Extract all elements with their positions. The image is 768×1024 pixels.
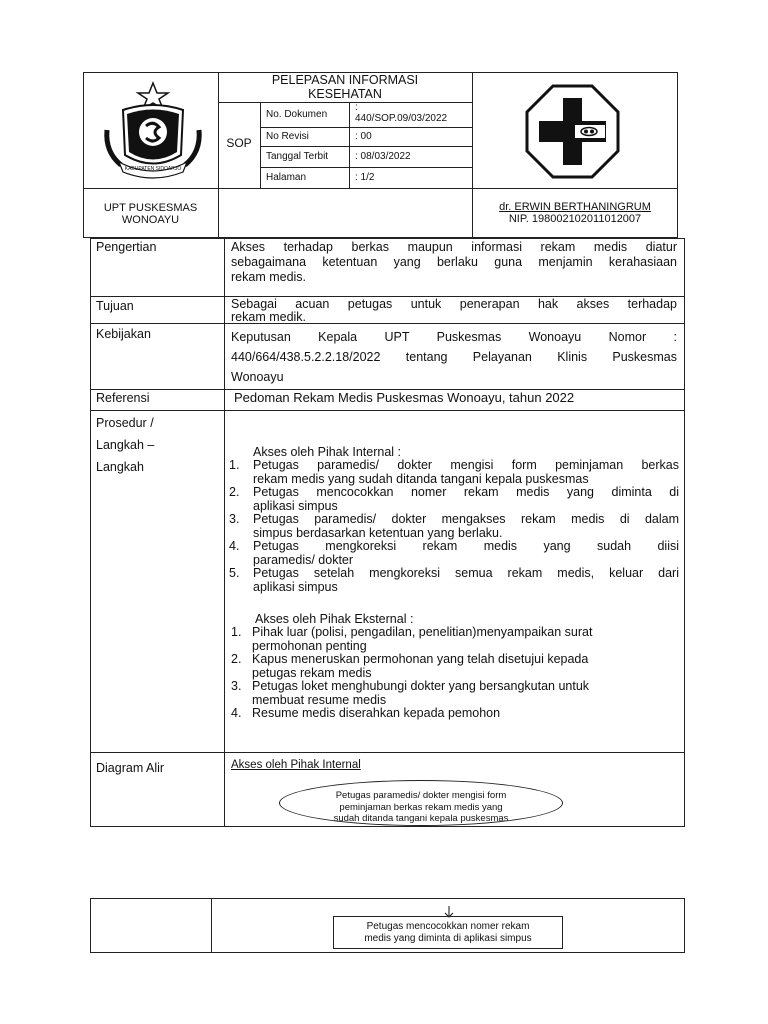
tujuan-line: rekam medik.: [231, 310, 307, 324]
step-number: 4.: [229, 539, 240, 553]
external-procedure: [231, 612, 671, 721]
internal-step: [229, 513, 679, 540]
header-divider: [260, 167, 472, 168]
flow-box-line: Petugas mencocokkan nomer rekam: [366, 921, 530, 932]
step-number: 1.: [231, 625, 242, 639]
step-line: Petugas setelah mengkoreksi semua rekam medis, keluar dari: [253, 566, 679, 580]
step-line: paramedis/ dokter: [253, 552, 354, 567]
meta-label-no-revisi: No Revisi: [266, 131, 309, 142]
internal-step: [229, 486, 679, 513]
label-prosedur-line: Langkah: [96, 460, 144, 474]
kabupaten-sidoarjo-logo-icon: [93, 80, 213, 180]
org-name-line: WONOAYU: [121, 214, 180, 226]
step-number: 4.: [231, 706, 242, 720]
table-column-divider: [224, 238, 225, 827]
label-tujuan: Tujuan: [96, 299, 134, 313]
kebijakan-line: Keputusan Kepala UPT Puskesmas Wonoayu Nomor :: [231, 330, 677, 344]
pengertian-text: [231, 240, 677, 285]
logo-left-text: KABUPATEN SIDOARJO: [124, 166, 182, 172]
header-divider: [260, 146, 472, 147]
internal-title: Akses oleh Pihak Internal :: [253, 445, 401, 459]
internal-procedure: [229, 445, 679, 594]
external-step: [231, 653, 671, 680]
label-prosedur-line: Langkah –: [96, 438, 155, 452]
label-prosedur: [96, 412, 154, 478]
step-number: 1.: [229, 458, 240, 472]
step-line: Resume medis diserahkan kepada pemohon: [252, 706, 501, 720]
tujuan-line: Sebagai acuan petugas untuk penerapan hak akses terhadap: [231, 297, 677, 311]
header-divider: [83, 188, 678, 189]
table-row-divider: [90, 752, 685, 753]
header-divider: [260, 102, 261, 188]
meta-value-no-dokumen: 440/SOP.09/03/2022: [355, 113, 448, 124]
meta-label-halaman: Halaman: [266, 172, 307, 183]
header-divider: [349, 102, 350, 188]
step-number: 2.: [229, 485, 240, 499]
signer-nip: NIP. 198002102011012007: [508, 213, 642, 225]
external-step: [231, 626, 671, 653]
pengertian-line: Akses terhadap berkas maupun informasi rekam medis diatur: [231, 240, 677, 254]
org-name: [83, 202, 218, 226]
internal-step: [229, 459, 679, 486]
step-line: petugas rekam medis: [252, 665, 372, 680]
referensi-text: Pedoman Rekam Medis Puskesmas Wonoayu, tahun 2022: [234, 390, 575, 405]
step-number: 5.: [229, 566, 240, 580]
step-line: Petugas mengkoreksi rekam medis yang sudah diisi: [253, 539, 679, 553]
step-line: aplikasi simpus: [253, 579, 338, 594]
pengertian-line: rekam medis.: [231, 270, 307, 284]
flow-oval-line: peminjaman berkas rekam medis yang: [339, 801, 503, 813]
step-line: permohonan penting: [252, 638, 367, 653]
org-name-line: UPT PUSKESMAS: [103, 202, 198, 214]
step-line: Kapus meneruskan permohonan yang telah disetujui kepada: [252, 652, 589, 666]
external-title: Akses oleh Pihak Eksternal :: [255, 612, 414, 626]
table-row-divider: [90, 410, 685, 411]
step-line: rekam medis yang sudah ditanda tangani kepala puskesmas: [253, 471, 589, 486]
internal-step: [229, 567, 679, 594]
flow-start-oval: [279, 780, 563, 826]
document-title-line: KESEHATAN: [308, 86, 382, 101]
step-line: Petugas paramedis/ dokter mengisi form peminjaman berkas: [253, 458, 679, 472]
header-divider: [260, 127, 472, 128]
step-line: membuat resume medis: [252, 692, 387, 707]
step-line: aplikasi simpus: [253, 498, 338, 513]
meta-colon: :: [355, 102, 358, 113]
meta-value-tanggal-terbit: : 08/03/2022: [355, 151, 411, 162]
kebijakan-text: [231, 327, 677, 387]
diagram-title: Akses oleh Pihak Internal: [231, 759, 361, 771]
flow-box-line: medis yang diminta di aplikasi simpus: [364, 933, 532, 944]
step-line: simpus berdasarkan ketentuan yang berlaku.: [253, 525, 503, 540]
document-title-line: PELEPASAN INFORMASI: [271, 73, 419, 87]
external-step: [231, 707, 671, 721]
label-diagram-alir: Diagram Alir: [96, 761, 165, 775]
puskesmas-logo-icon: [525, 84, 620, 179]
signer-block: [472, 201, 678, 225]
label-kebijakan: Kebijakan: [96, 327, 151, 341]
step-line: Petugas loket menghubungi dokter yang bersangkutan untuk: [252, 679, 590, 693]
document-title: [218, 74, 472, 101]
step-number: 3.: [231, 679, 242, 693]
kebijakan-line: Wonoayu: [231, 370, 284, 384]
header-divider: [218, 102, 472, 103]
step-line: Petugas paramedis/ dokter mengakses rekam medis di dalam: [253, 512, 679, 526]
sop-label: SOP: [226, 136, 252, 150]
pengertian-line: sebagaimana ketentuan yang berlaku guna menjamin kerahasiaan: [231, 255, 677, 269]
flow-process-box: [333, 916, 563, 949]
label-prosedur-line: Prosedur /: [96, 416, 154, 430]
internal-step: [229, 540, 679, 567]
label-referensi: Referensi: [96, 391, 150, 405]
step-line: Petugas mencocokkan nomer rekam medis yang diminta di: [253, 485, 679, 499]
external-step: [231, 680, 671, 707]
kebijakan-line: 440/664/438.5.2.2.18/2022 tentang Pelayanan Klinis Puskesmas: [231, 350, 677, 364]
tujuan-text: [231, 298, 677, 324]
meta-label-no-dokumen: No. Dokumen: [266, 109, 328, 120]
meta-label-tanggal-terbit: Tanggal Terbit: [266, 151, 329, 162]
flow-oval-line: Petugas paramedis/ dokter mengisi form: [335, 790, 507, 801]
label-pengertian: Pengertian: [96, 240, 157, 254]
meta-value-no-revisi: : 00: [355, 131, 372, 142]
table-column-divider: [211, 898, 212, 953]
step-line: Pihak luar (polisi, pengadilan, penelitian)menyampaikan surat: [252, 625, 593, 639]
step-number: 3.: [229, 512, 240, 526]
flow-oval-line: sudah ditanda tangani kepala puskesmas: [333, 813, 509, 824]
step-number: 2.: [231, 652, 242, 666]
meta-value-halaman: : 1/2: [355, 172, 375, 183]
signer-name: dr. ERWIN BERTHANINGRUM: [499, 201, 651, 213]
